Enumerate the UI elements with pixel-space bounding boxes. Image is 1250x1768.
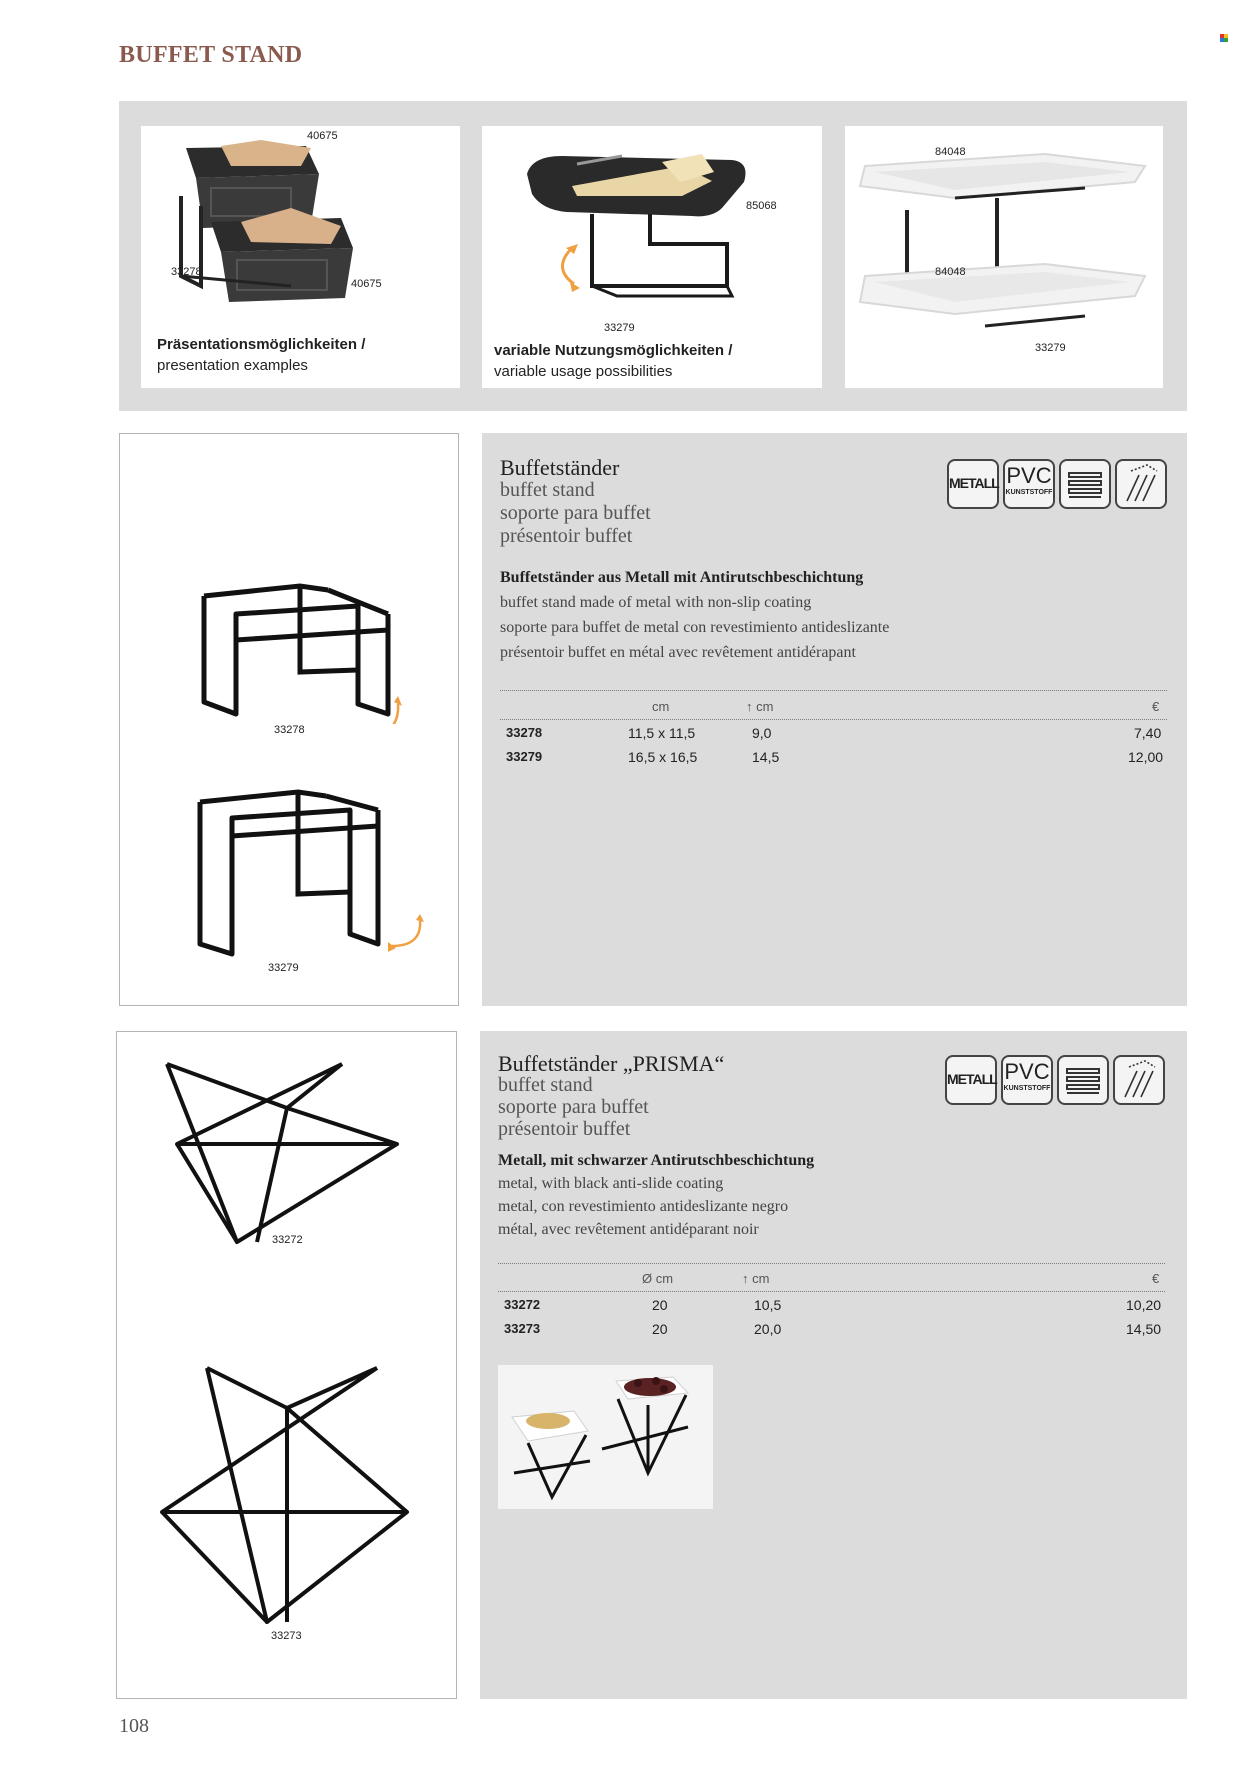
table-header-height: ↑ cm [742, 1271, 770, 1286]
table-header-diameter: Ø cm [642, 1271, 674, 1286]
metal-badge-label: METALL [947, 1071, 997, 1087]
product-code-label: 40675 [351, 278, 382, 290]
usage-caption-bold: variable Nutzungsmöglichkeiten / [494, 342, 733, 359]
product1-description-line: soporte para buffet de metal con revestimiento antideslizante [500, 619, 890, 636]
presentation-caption: presentation examples [157, 357, 308, 374]
usage-possibilities-card [482, 126, 822, 388]
product-code-label: 33279 [604, 322, 635, 334]
table-cell-height: 20,0 [754, 1321, 782, 1337]
prisma-stand-33272-image [117, 1052, 456, 1252]
product1-info-panel [482, 433, 1187, 1006]
product1-description-bold: Buffetständer aus Metall mit Antirutschbeschichtung [500, 569, 864, 586]
product1-image-frame [119, 433, 459, 1006]
page-title: BUFFET STAND [119, 42, 303, 68]
product-code-label: 33278 [274, 724, 305, 736]
product1-title: Buffetständer [500, 455, 620, 480]
stackable-icon [1057, 1055, 1109, 1105]
table-cell-price: 14,50 [1126, 1321, 1162, 1337]
metal-badge [945, 1055, 997, 1105]
table-cell-size: 16,5 x 16,5 [628, 749, 698, 765]
table-cell-price: 10,20 [1126, 1297, 1162, 1313]
presentation-caption-bold: Präsentationsmöglichkeiten / [157, 336, 366, 353]
pvc-badge-label: PVC [1004, 1059, 1050, 1084]
color-marker-icon [1220, 34, 1228, 42]
product2-subtitle: soporte para buffet [498, 1096, 649, 1118]
product-code-label: 84048 [935, 146, 966, 158]
table-cell-diameter: 20 [652, 1297, 668, 1313]
tray-on-stand-image [482, 126, 822, 326]
product2-description-line: metal, con revestimiento antideslizante negro [498, 1198, 789, 1215]
table-header-price: € [1152, 699, 1160, 714]
product2-description-bold: Metall, mit schwarzer Antirutschbeschichtung [498, 1152, 815, 1169]
pvc-badge [1003, 459, 1055, 509]
adjust-arrow-icon [388, 914, 428, 954]
two-tier-platters-image [845, 126, 1163, 388]
table-cell-code: 33272 [504, 1297, 541, 1312]
product1-subtitle: soporte para buffet [500, 502, 651, 524]
product2-subtitle: buffet stand [498, 1074, 593, 1096]
page-number: 108 [119, 1715, 149, 1737]
product-code-label: 33278 [171, 266, 202, 278]
table-cell-height: 14,5 [752, 749, 780, 765]
dishwasher-safe-icon [1113, 1055, 1165, 1105]
product-code-label: 85068 [746, 200, 777, 212]
pvc-badge-sub: KUNSTSTOFF [1003, 1085, 1051, 1092]
table-cell-size: 11,5 x 11,5 [628, 725, 696, 741]
product2-description-line: métal, avec revêtement antidéparant noir [498, 1221, 759, 1238]
table-cell-height: 10,5 [754, 1297, 782, 1313]
stackable-icon [1059, 459, 1111, 509]
table-divider [498, 1263, 1165, 1264]
table-header-height: ↑ cm [746, 699, 774, 714]
product-code-label: 40675 [307, 130, 338, 142]
product-code-label: 84048 [935, 266, 966, 278]
table-divider [498, 1291, 1165, 1292]
table-cell-height: 9,0 [752, 725, 772, 741]
pvc-badge-label: PVC [1006, 463, 1052, 488]
product-code-label: 33279 [1035, 342, 1066, 354]
prisma-usage-photo [498, 1365, 713, 1509]
two-tier-example-card [845, 126, 1163, 388]
product2-info-panel [480, 1031, 1187, 1699]
product2-subtitle: présentoir buffet [498, 1118, 631, 1140]
product1-subtitle: présentoir buffet [500, 525, 633, 547]
table-cell-price: 12,00 [1128, 749, 1164, 765]
presentation-examples-card [141, 126, 460, 388]
table-divider [500, 690, 1167, 691]
product1-subtitle: buffet stand [500, 479, 595, 501]
usage-caption: variable usage possibilities [494, 363, 673, 380]
buffet-stand-33279-image [150, 774, 488, 974]
product1-description-line: buffet stand made of metal with non-slip coating [500, 594, 812, 611]
dishwasher-safe-icon [1115, 459, 1167, 509]
product1-description-line: présentoir buffet en métal avec revêtement antidérapant [500, 644, 856, 661]
metal-badge-label: METALL [949, 475, 999, 491]
pvc-badge [1001, 1055, 1053, 1105]
table-header-price: € [1152, 1271, 1160, 1286]
product-code-label: 33273 [271, 1630, 302, 1642]
table-cell-code: 33279 [506, 749, 543, 764]
table-header-size: cm [652, 699, 670, 714]
metal-badge [947, 459, 999, 509]
product2-image-frame [116, 1031, 457, 1699]
product2-title: Buffetständer „PRISMA“ [498, 1051, 725, 1076]
table-cell-code: 33278 [506, 725, 543, 740]
table-cell-price: 7,40 [1134, 725, 1162, 741]
table-cell-diameter: 20 [652, 1321, 668, 1337]
buffet-stand-33278-image [150, 544, 488, 724]
product2-description-line: metal, with black anti-slide coating [498, 1175, 724, 1192]
stacked-bins-image [141, 126, 460, 316]
table-divider [500, 719, 1167, 720]
table-cell-code: 33273 [504, 1321, 541, 1336]
prisma-stand-33273-image [117, 1362, 456, 1632]
product-code-label: 33279 [268, 962, 299, 974]
pvc-badge-sub: KUNSTSTOFF [1005, 489, 1053, 496]
product-code-label: 33272 [272, 1234, 303, 1246]
